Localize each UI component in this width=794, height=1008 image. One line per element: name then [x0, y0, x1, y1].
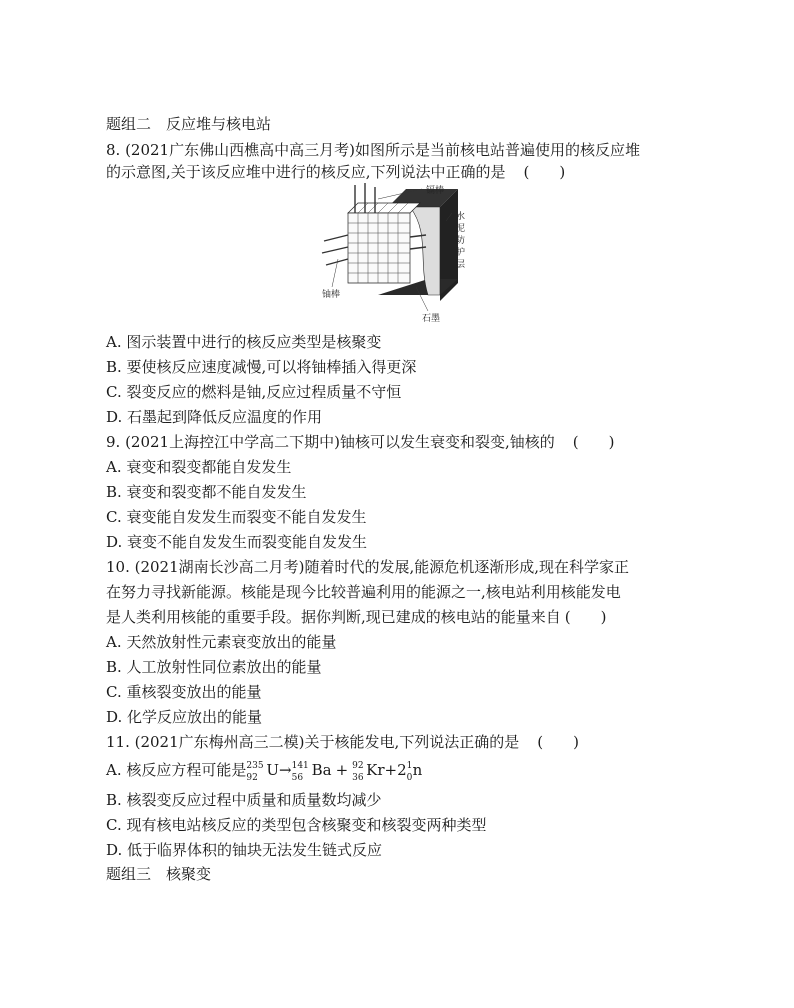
ba-mass: 141 — [291, 761, 309, 771]
label-cement-2: 泥 — [456, 224, 466, 234]
q9-option-a: A. 衰变和裂变都能自发发生 — [106, 458, 292, 476]
plus-two: +2 — [384, 761, 407, 779]
q11-stem-text: 11. (2021广东梅州高三二模)关于核能发电,下列说法正确的是 — [106, 733, 520, 751]
u-symbol: U — [266, 761, 280, 779]
n-z: 0 — [406, 773, 413, 783]
label-cement-3: 防 — [456, 236, 466, 246]
q10-option-b: B. 人工放射性同位素放出的能量 — [106, 658, 322, 676]
section-2-heading: 题组二 反应堆与核电站 — [106, 115, 272, 133]
q10-option-a: A. 天然放射性元素衰变放出的能量 — [106, 633, 337, 651]
q11-answer-bracket: ( ) — [537, 733, 579, 751]
q10-option-d: D. 化学反应放出的能量 — [106, 708, 263, 726]
kr-symbol: Kr — [366, 761, 385, 779]
label-uranium-rod: 铀棒 — [322, 290, 341, 300]
q10-stem-line2: 在努力寻找新能源。核能是现今比较普遍利用的能源之一,核电站利用核能发电 — [106, 583, 621, 601]
q8-stem-line2 — [106, 162, 565, 182]
q11-option-a — [106, 760, 423, 783]
q11-stem — [106, 732, 579, 752]
q10-stem-line1: 10. (2021湖南长沙高二月考)随着时代的发展,能源危机逐渐形成,现在科学家正 — [106, 558, 630, 576]
label-graphite: 石墨 — [422, 314, 441, 324]
q11-option-b: B. 核裂变反应过程中质量和质量数均减少 — [106, 791, 382, 809]
q10-option-c: C. 重核裂变放出的能量 — [106, 683, 262, 701]
q8-stem-line1: 8. (2021广东佛山西樵高中高三月考)如图所示是当前核电站普遍使用的核反应堆 — [106, 141, 640, 159]
q9-answer-bracket: ( ) — [572, 433, 615, 451]
q8-option-d: D. 石墨起到降低反应温度的作用 — [106, 408, 323, 426]
q10-stem-text: 是人类利用核能的重要手段。据你判断,现已建成的核电站的能量来自 — [106, 608, 561, 626]
u-mass: 235 — [246, 761, 264, 771]
q10-stem-line3 — [106, 607, 607, 627]
reactor-figure — [318, 183, 478, 325]
q9-option-b: B. 衰变和裂变都不能自发发生 — [106, 483, 307, 501]
section-3-heading: 题组三 核聚变 — [106, 865, 212, 883]
nuclide-kr — [352, 760, 385, 783]
q8-option-c: C. 裂变反应的燃料是铀,反应过程质量不守恒 — [106, 383, 402, 401]
q11-option-d: D. 低于临界体积的铀块无法发生链式反应 — [106, 841, 383, 859]
ba-z: 56 — [291, 773, 304, 783]
n-mass: 1 — [406, 761, 413, 771]
nuclide-ba — [291, 760, 332, 783]
q9-option-c: C. 衰变能自发发生而裂变不能自发发生 — [106, 508, 367, 526]
label-control-rod: 镉棒 — [426, 186, 445, 196]
reactor-diagram — [318, 183, 478, 325]
kr-z: 36 — [352, 773, 364, 783]
q9-stem-text: 9. (2021上海控江中学高二下期中)铀核可以发生衰变和裂变,铀核的 — [106, 433, 555, 451]
n-symbol: n — [412, 761, 423, 779]
q9-stem — [106, 432, 614, 452]
reaction-arrow: → — [279, 761, 292, 779]
ba-symbol: Ba — [311, 761, 332, 779]
q8-stem-text: 的示意图,关于该反应堆中进行的核反应,下列说法中正确的是 — [106, 163, 506, 181]
label-cement-4: 护 — [456, 248, 466, 258]
nuclide-u — [246, 760, 280, 783]
q8-option-a: A. 图示装置中进行的核反应类型是核聚变 — [106, 333, 382, 351]
q11-option-a-prefix: A. 核反应方程可能是 — [106, 761, 247, 779]
u-z: 92 — [246, 773, 258, 783]
q10-answer-bracket: ( ) — [564, 608, 607, 626]
label-cement-1: 水 — [456, 212, 466, 222]
nuclide-n — [406, 760, 423, 783]
q8-answer-bracket: ( ) — [523, 163, 566, 181]
label-cement-5: 层 — [456, 260, 466, 270]
q9-option-d: D. 衰变不能自发发生而裂变能自发发生 — [106, 533, 368, 551]
plus-sign: + — [335, 761, 349, 779]
q8-option-b: B. 要使核反应速度减慢,可以将铀棒插入得更深 — [106, 358, 417, 376]
kr-mass: 92 — [352, 761, 364, 771]
q11-option-c: C. 现有核电站核反应的类型包含核聚变和核裂变两种类型 — [106, 816, 487, 834]
